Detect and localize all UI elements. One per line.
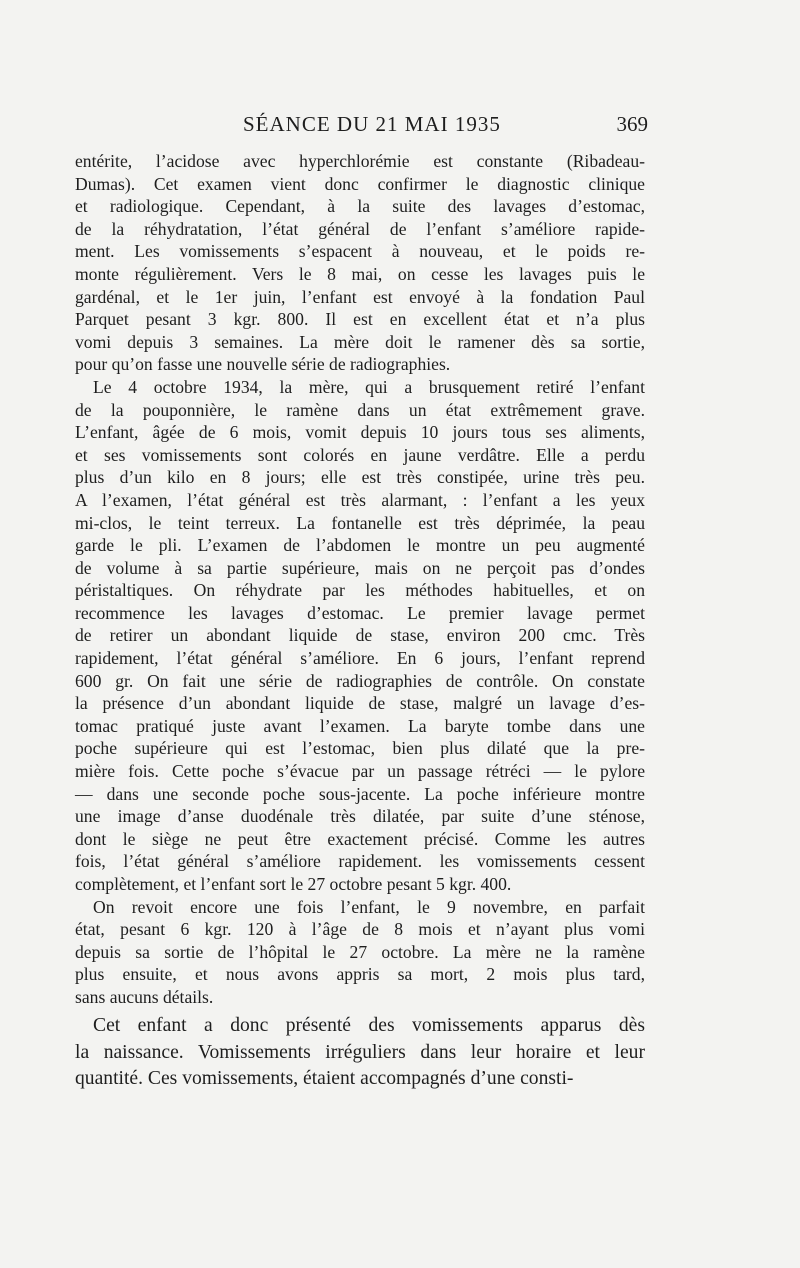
text-line: plus d’un kilo en 8 jours; elle est très constipée, urine très peu. — [75, 467, 645, 488]
text-line: état, pesant 6 kgr. 120 à l’âge de 8 mois et n’ayant plus vomi — [75, 919, 645, 940]
text-line: de retirer un abondant liquide de stase, environ 200 cmc. Très — [75, 625, 645, 646]
text-line: et ses vomissements sont colorés en jaune verdâtre. Elle a perdu — [75, 444, 645, 465]
text-line: plus ensuite, et nous avons appris sa mort, 2 mois plus tard, — [75, 964, 645, 985]
text-line: une image d’anse duodénale très dilatée, par suite d’une sténose, — [75, 806, 645, 827]
text-line: sans aucuns détails. — [75, 986, 214, 1007]
text-line: entérite, l’acidose avec hyperchlorémie est constante (Ribadeau- — [75, 151, 645, 171]
text-line: Parquet pesant 3 kgr. 800. Il est en excellent état et n’a plus — [75, 309, 645, 330]
text-line: tomac pratiqué juste avant l’examen. La baryte tombe dans une — [75, 715, 645, 736]
header-title: SÉANCE DU 21 MAI 1935 — [243, 112, 501, 136]
text-line: Le 4 octobre 1934, la mère, qui a brusquement retiré l’enfant — [93, 376, 645, 397]
text-line: recommence les lavages d’estomac. Le premier lavage permet — [75, 602, 645, 623]
paragraph — [75, 150, 645, 376]
text-line: péristaltiques. On réhydrate par les méthodes habituelles, et on — [75, 580, 645, 601]
text-line: gardénal, et le 1er juin, l’enfant est envoyé à la fondation Paul — [75, 286, 645, 307]
conclusion-paragraph — [75, 1013, 645, 1093]
text-line: la naissance. Vomissements irréguliers dans leur horaire et leur — [75, 1041, 645, 1063]
text-line: garde le pli. L’examen de l’abdomen le montre un peu augmenté — [75, 535, 645, 556]
text-line: A l’examen, l’état général est très alarmant, : l’enfant a les yeux — [75, 489, 645, 510]
text-line: complètement, et l’enfant sort le 27 octobre pesant 5 kgr. 400. — [75, 874, 512, 894]
text-line: vomi depuis 3 semaines. La mère doit le ramener dès sa sortie, — [75, 331, 645, 352]
text-line: Cet enfant a donc présenté des vomissements apparus dès — [93, 1015, 645, 1036]
text-line: Dumas). Cet examen vient donc confirmer le diagnostic clinique — [75, 173, 645, 194]
text-line: 600 gr. On fait une série de radiographies de contrôle. On constate — [75, 670, 645, 691]
text-line: — dans une seconde poche sous-jacente. La poche inférieure montre — [75, 783, 645, 804]
body-text — [75, 150, 645, 1009]
text-line: L’enfant, âgée de 6 mois, vomit depuis 10 jours tous ses aliments, — [75, 422, 645, 443]
text-line: quantité. Ces vomissements, étaient accompagnés d’une consti- — [75, 1068, 574, 1089]
running-header — [243, 112, 648, 138]
text-line: depuis sa sortie de l’hôpital le 27 octobre. La mère ne la ramène — [75, 941, 645, 962]
text-line: de la réhydratation, l’état général de l’enfant s’améliore rapide- — [75, 218, 645, 239]
text-line: et radiologique. Cependant, à la suite des lavages d’estomac, — [75, 196, 645, 217]
text-line: rapidement, l’état général s’améliore. En 6 jours, l’enfant reprend — [75, 648, 645, 669]
page-number: 369 — [616, 112, 648, 136]
text-line: monte régulièrement. Vers le 8 mai, on cesse les lavages puis le — [75, 263, 645, 284]
paragraph — [75, 896, 645, 1009]
text-line: la présence d’un abondant liquide de stase, malgré un lavage d’es- — [75, 693, 645, 714]
text-line: dont le siège ne peut être exactement précisé. Comme les autres — [75, 828, 645, 849]
text-line: poche supérieure qui est l’estomac, bien plus dilaté que la pre- — [75, 738, 645, 759]
text-line: de volume à sa partie supérieure, mais on ne perçoit pas d’ondes — [75, 557, 645, 578]
text-line: pour qu’on fasse une nouvelle série de radiographies. — [75, 354, 451, 375]
text-line: de la pouponnière, le ramène dans un état extrêmement grave. — [75, 399, 645, 420]
text-line: On revoit encore une fois l’enfant, le 9 novembre, en parfait — [93, 896, 645, 917]
text-line: mi-clos, le teint terreux. La fontanelle est très déprimée, la peau — [75, 512, 645, 533]
text-line: mière fois. Cette poche s’évacue par un passage rétréci — le pylore — [75, 761, 645, 782]
text-line: fois, l’état général s’améliore rapidement. les vomissements cessent — [75, 851, 645, 872]
text-line: ment. Les vomissements s’espacent à nouveau, et le poids re- — [75, 241, 645, 262]
paragraph — [75, 376, 645, 896]
